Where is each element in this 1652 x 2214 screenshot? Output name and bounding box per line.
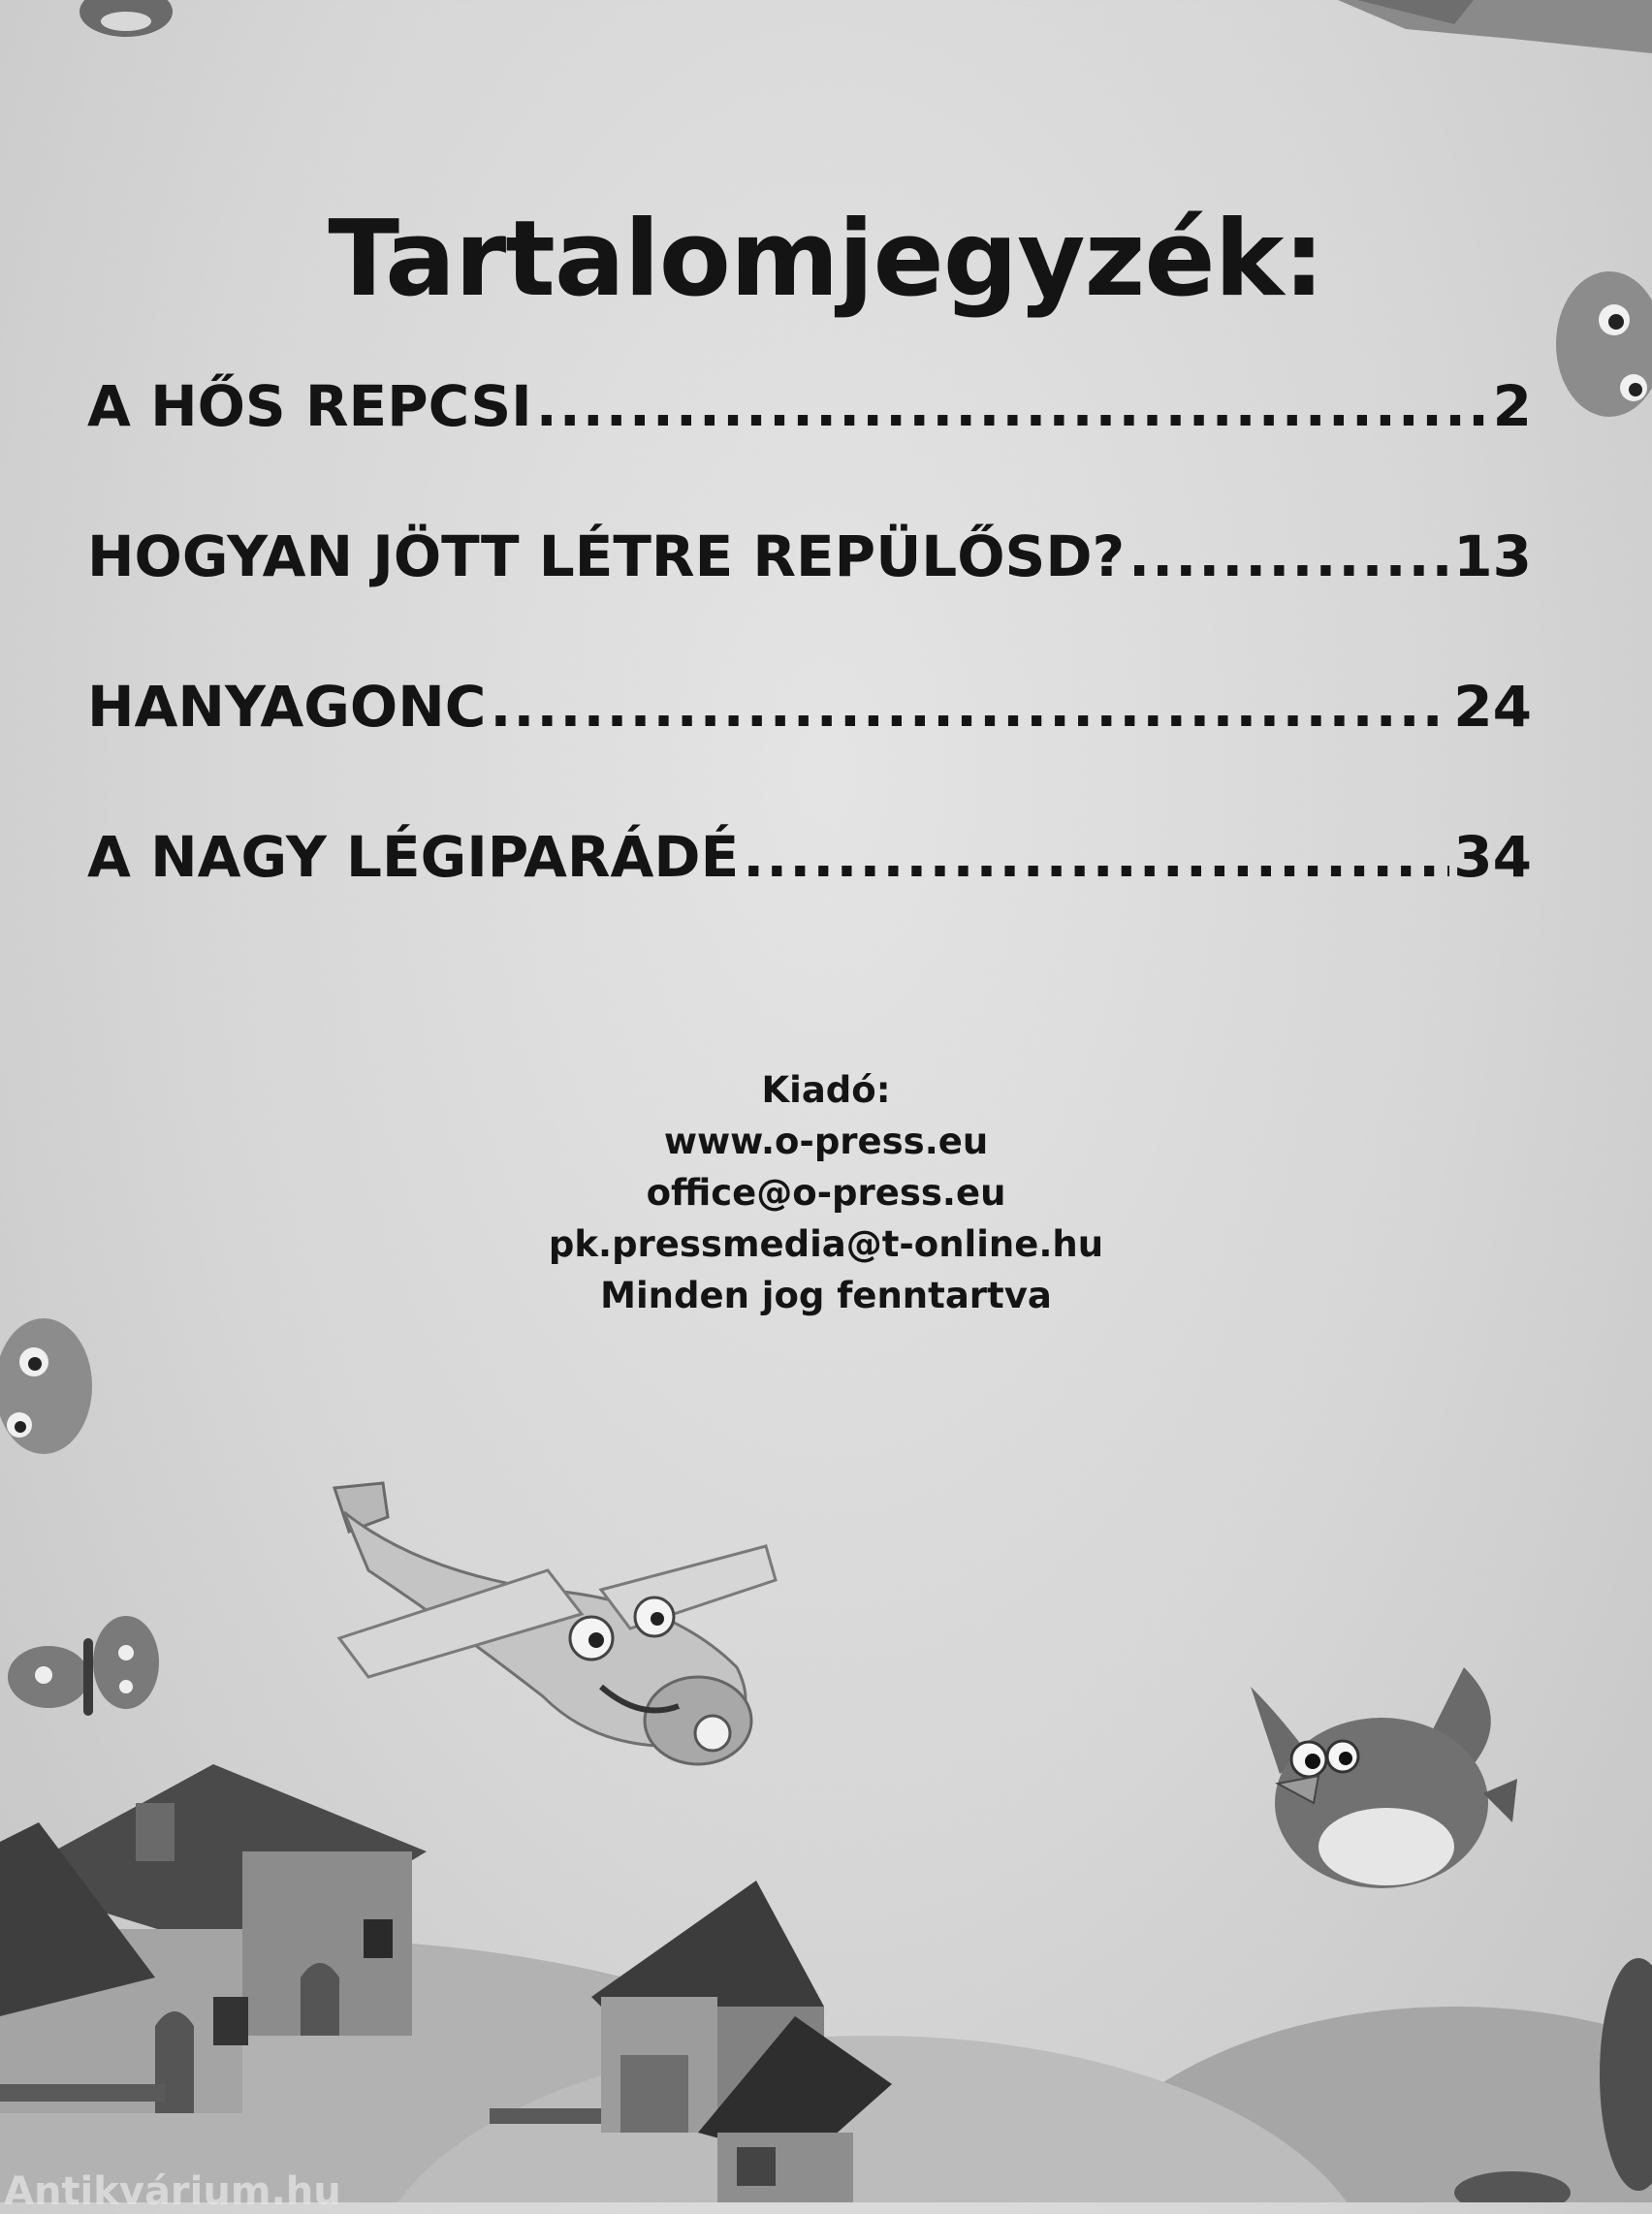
publisher-info [0,1064,1652,1321]
toc-entry-title: HOGYAN JÖTT LÉTRE REPÜLŐSD? [87,523,1126,589]
watermark: Antikvárium.hu [4,2169,341,2214]
toc-entry-page: 2 [1492,373,1532,439]
publisher-website: www.o-press.eu [663,1121,989,1162]
toc-entry-title: HANYAGONC [87,674,487,740]
toc-entry [87,674,1532,824]
bird-character [1251,1667,1517,1888]
table-of-contents [87,373,1532,974]
toc-entry-title: A NAGY LÉGIPARÁDÉ [87,824,740,890]
publisher-email: office@o-press.eu [646,1172,1006,1214]
page-title: Tartalomjegyzék: [328,199,1324,320]
top-right-plane-fragment [1338,0,1652,53]
toc-entry [87,523,1532,674]
airplane-character [334,1483,776,1764]
toc-dot-leader [743,824,1449,890]
toc-dot-leader [1128,523,1449,589]
rights-statement: Minden jog fenntartva [600,1275,1052,1316]
toc-entry-title: A HŐS REPCSI [87,373,532,439]
toc-dot-leader [490,674,1449,740]
toc-dot-leader [536,373,1489,439]
toc-entry [87,824,1532,974]
publisher-email-secondary: pk.pressmedia@t-online.hu [548,1223,1104,1265]
butterfly-small [8,1616,159,1716]
toc-entry-page: 34 [1453,824,1532,890]
toc-entry-page: 13 [1453,523,1532,589]
top-left-bird-fragment [79,0,173,37]
toc-entry [87,373,1532,523]
publisher-heading: Kiadó: [761,1069,891,1111]
butterfly-left-edge [0,1318,92,1454]
toc-entry-page: 24 [1453,674,1532,740]
